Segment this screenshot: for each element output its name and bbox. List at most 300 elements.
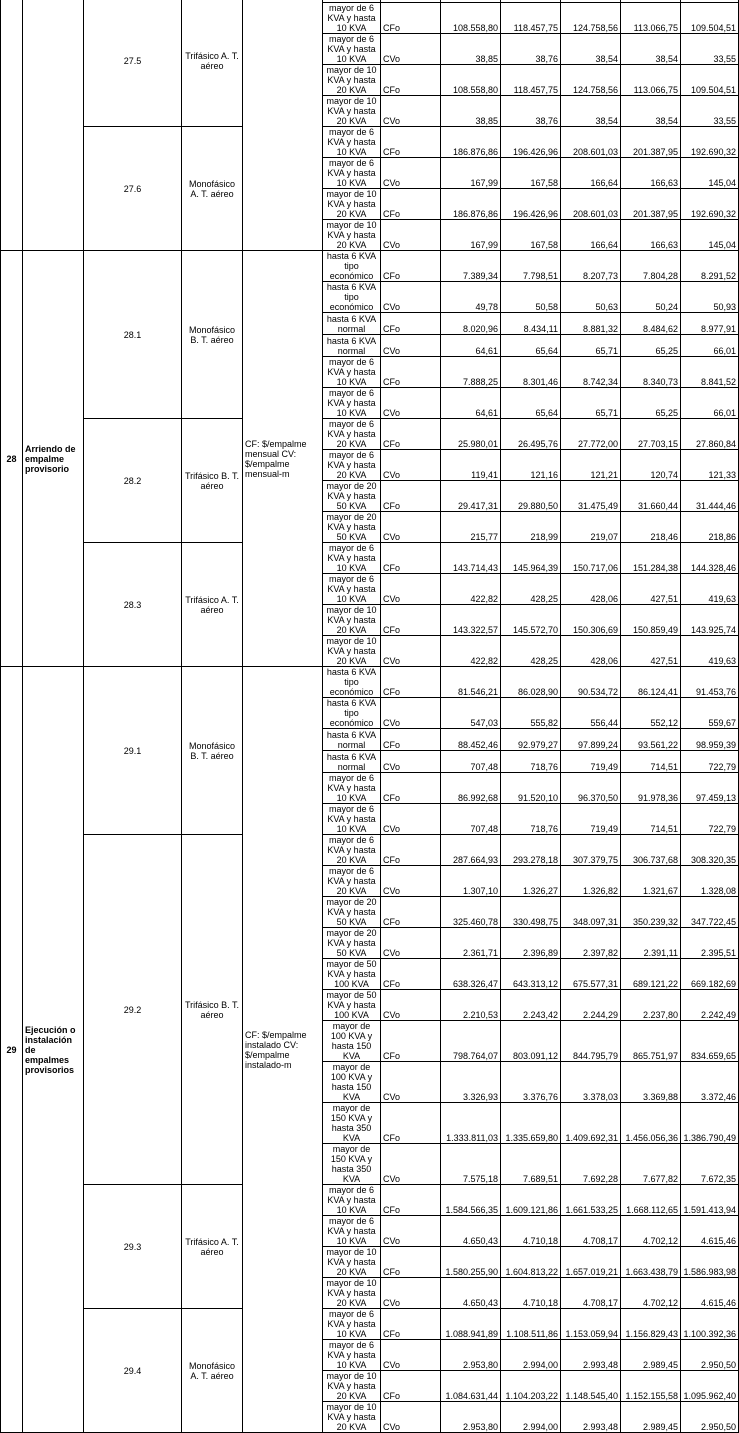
charge-type-cell: CVo xyxy=(381,34,441,65)
value-cell: 49,78 xyxy=(441,282,501,313)
range-cell: mayor de 10 KVA y hasta 20 KVA xyxy=(323,1402,381,1433)
value-cell: 722,79 xyxy=(681,751,739,773)
value-cell: 25.980,01 xyxy=(441,419,501,450)
charge-type-cell: CVo xyxy=(381,1278,441,1309)
value-cell: 8.484,62 xyxy=(621,313,681,335)
value-cell: 1.580.255,90 xyxy=(441,1247,501,1278)
value-cell: 1.386.790,49 xyxy=(681,1103,739,1144)
value-cell: 124.758,56 xyxy=(561,65,621,96)
range-cell: mayor de 20 KVA y hasta 50 KVA xyxy=(323,481,381,512)
value-cell: 2.950,50 xyxy=(681,1340,739,1371)
value-cell: 8.020,96 xyxy=(441,313,501,335)
value-cell: 844.795,79 xyxy=(561,1021,621,1062)
range-cell: mayor de 10 KVA y hasta 20 KVA xyxy=(323,1371,381,1402)
charge-type-cell: CVo xyxy=(381,158,441,189)
value-cell: 8.301,46 xyxy=(501,357,561,388)
value-cell: 8.340,73 xyxy=(621,357,681,388)
value-cell: 219,07 xyxy=(561,512,621,543)
value-cell: 1.321,67 xyxy=(621,866,681,897)
value-cell: 97.459,13 xyxy=(681,773,739,804)
range-cell: mayor de 10 KVA y hasta 20 KVA xyxy=(323,636,381,667)
charge-type-cell: CVo xyxy=(381,990,441,1021)
value-cell: 166,64 xyxy=(561,158,621,189)
value-cell: 707,48 xyxy=(441,804,501,835)
value-cell: 3.376,76 xyxy=(501,1062,561,1103)
value-cell: 143.322,57 xyxy=(441,605,501,636)
value-cell: 834.659,65 xyxy=(681,1021,739,1062)
range-cell: mayor de 10 KVA y hasta 20 KVA xyxy=(323,65,381,96)
value-cell: 2.993,48 xyxy=(561,1340,621,1371)
value-cell: 719,49 xyxy=(561,804,621,835)
value-cell: 50,93 xyxy=(681,282,739,313)
range-cell: hasta 6 KVA normal xyxy=(323,729,381,751)
value-cell: 196.426,96 xyxy=(501,127,561,158)
value-cell: 1.088.941,89 xyxy=(441,1309,501,1340)
range-cell: mayor de 6 KVA y hasta 10 KVA xyxy=(323,1185,381,1216)
value-cell: 8.841,52 xyxy=(681,357,739,388)
value-cell: 308.320,35 xyxy=(681,835,739,866)
group-unit xyxy=(243,0,323,251)
value-cell: 166,63 xyxy=(621,158,681,189)
value-cell: 33,55 xyxy=(681,96,739,127)
value-cell: 1.333.811,03 xyxy=(441,1103,501,1144)
value-cell: 689.121,22 xyxy=(621,959,681,990)
value-cell: 427,51 xyxy=(621,574,681,605)
value-cell: 215,77 xyxy=(441,512,501,543)
value-cell: 7.389,34 xyxy=(441,251,501,282)
range-cell: mayor de 10 KVA y hasta 20 KVA xyxy=(323,605,381,636)
value-cell: 1.148.545,40 xyxy=(561,1371,621,1402)
value-cell: 151.284,38 xyxy=(621,543,681,574)
charge-type-cell: CFo xyxy=(381,1371,441,1402)
value-cell: 81.546,21 xyxy=(441,667,501,698)
value-cell: 555,82 xyxy=(501,698,561,729)
value-cell: 419,63 xyxy=(681,574,739,605)
value-cell: 1.084.631,44 xyxy=(441,1371,501,1402)
value-cell: 64,61 xyxy=(441,335,501,357)
charge-type-cell: CFo xyxy=(381,835,441,866)
value-cell: 3.369,88 xyxy=(621,1062,681,1103)
value-cell: 1.326,27 xyxy=(501,866,561,897)
charge-type-cell: CFo xyxy=(381,1021,441,1062)
value-cell: 2.243,42 xyxy=(501,990,561,1021)
subgroup-name: Trifásico B. T. aéreo xyxy=(182,419,243,543)
group-code xyxy=(1,0,23,251)
value-cell: 166,64 xyxy=(561,220,621,251)
charge-type-cell: CFo xyxy=(381,605,441,636)
value-cell: 119,41 xyxy=(441,450,501,481)
value-cell: 330.498,75 xyxy=(501,897,561,928)
value-cell: 2.989,45 xyxy=(621,1402,681,1433)
value-cell: 1.095.962,40 xyxy=(681,1371,739,1402)
charge-type-cell: CVo xyxy=(381,220,441,251)
value-cell: 121,16 xyxy=(501,450,561,481)
value-cell: 1.152.155,58 xyxy=(621,1371,681,1402)
value-cell: 93.561,22 xyxy=(621,729,681,751)
value-cell: 3.372,46 xyxy=(681,1062,739,1103)
value-cell: 1.108.511,86 xyxy=(501,1309,561,1340)
range-cell: mayor de 20 KVA y hasta 50 KVA xyxy=(323,512,381,543)
value-cell: 8.434,11 xyxy=(501,313,561,335)
value-cell: 90.534,72 xyxy=(561,667,621,698)
value-cell: 88.452,46 xyxy=(441,729,501,751)
value-cell: 427,51 xyxy=(621,636,681,667)
value-cell: 145,04 xyxy=(681,220,739,251)
value-cell: 65,71 xyxy=(561,335,621,357)
value-cell: 7.692,28 xyxy=(561,1144,621,1185)
value-cell: 7.798,51 xyxy=(501,251,561,282)
value-cell: 218,99 xyxy=(501,512,561,543)
value-cell: 422,82 xyxy=(441,574,501,605)
value-cell: 120,74 xyxy=(621,450,681,481)
charge-type-cell: CVo xyxy=(381,335,441,357)
value-cell: 293.278,18 xyxy=(501,835,561,866)
group-description xyxy=(23,251,84,667)
value-cell: 1.156.829,43 xyxy=(621,1309,681,1340)
value-cell: 4.710,18 xyxy=(501,1278,561,1309)
value-cell: 38,76 xyxy=(501,96,561,127)
range-cell: mayor de 150 KVA y hasta 350 KVA xyxy=(323,1103,381,1144)
range-cell: hasta 6 KVA normal xyxy=(323,313,381,335)
value-cell: 8.977,91 xyxy=(681,313,739,335)
value-cell: 1.591.413,94 xyxy=(681,1185,739,1216)
subgroup-id: 29.2 xyxy=(84,835,182,1185)
value-cell: 27.772,00 xyxy=(561,419,621,450)
subgroup-name: Trifásico A. T. aéreo xyxy=(182,1185,243,1309)
range-cell: mayor de 20 KVA y hasta 50 KVA xyxy=(323,928,381,959)
range-cell: hasta 6 KVA tipo económico xyxy=(323,698,381,729)
value-cell: 143.714,43 xyxy=(441,543,501,574)
value-cell: 307.379,75 xyxy=(561,835,621,866)
value-cell: 1.604.813,22 xyxy=(501,1247,561,1278)
range-cell: mayor de 150 KVA y hasta 350 KVA xyxy=(323,1144,381,1185)
range-cell: mayor de 6 KVA y hasta 10 KVA xyxy=(323,388,381,419)
value-cell: 96.370,50 xyxy=(561,773,621,804)
range-cell: mayor de 6 KVA y hasta 10 KVA xyxy=(323,1216,381,1247)
subgroup-name: Trifásico A. T. aéreo xyxy=(182,0,243,127)
value-cell: 218,46 xyxy=(621,512,681,543)
charge-type-cell: CVo xyxy=(381,1062,441,1103)
subgroup-id: 27.5 xyxy=(84,0,182,127)
value-cell: 1.328,08 xyxy=(681,866,739,897)
value-cell: 1.307,10 xyxy=(441,866,501,897)
value-cell: 27.860,84 xyxy=(681,419,739,450)
value-cell: 2.994,00 xyxy=(501,1340,561,1371)
value-cell: 145,04 xyxy=(681,158,739,189)
value-cell: 192.690,32 xyxy=(681,127,739,158)
value-cell: 65,25 xyxy=(621,388,681,419)
group-code xyxy=(1,251,23,667)
value-cell: 8.207,73 xyxy=(561,251,621,282)
value-cell: 29.880,50 xyxy=(501,481,561,512)
value-cell: 38,54 xyxy=(621,96,681,127)
value-cell: 348.097,31 xyxy=(561,897,621,928)
value-cell: 4.702,12 xyxy=(621,1216,681,1247)
value-cell: 1.153.059,94 xyxy=(561,1309,621,1340)
value-cell: 50,63 xyxy=(561,282,621,313)
value-cell: 65,25 xyxy=(621,335,681,357)
value-cell: 4.702,12 xyxy=(621,1278,681,1309)
value-cell: 714,51 xyxy=(621,804,681,835)
value-cell: 167,58 xyxy=(501,220,561,251)
charge-type-cell: CFo xyxy=(381,127,441,158)
value-cell: 65,64 xyxy=(501,388,561,419)
subgroup-name: Monofásico A. T. aéreo xyxy=(182,127,243,251)
value-cell: 118.457,75 xyxy=(501,65,561,96)
range-cell: mayor de 6 KVA y hasta 10 KVA xyxy=(323,34,381,65)
value-cell: 2.361,71 xyxy=(441,928,501,959)
value-cell: 428,06 xyxy=(561,574,621,605)
value-cell: 638.326,47 xyxy=(441,959,501,990)
value-cell: 798.764,07 xyxy=(441,1021,501,1062)
value-cell: 192.690,32 xyxy=(681,189,739,220)
value-cell: 150.306,69 xyxy=(561,605,621,636)
value-cell: 113.066,75 xyxy=(621,3,681,34)
value-cell: 66,01 xyxy=(681,335,739,357)
value-cell: 38,85 xyxy=(441,96,501,127)
value-cell: 86.992,68 xyxy=(441,773,501,804)
value-cell: 109.504,51 xyxy=(681,65,739,96)
value-cell: 92.979,27 xyxy=(501,729,561,751)
value-cell: 166,63 xyxy=(621,220,681,251)
value-cell: 150.717,06 xyxy=(561,543,621,574)
range-cell: mayor de 10 KVA y hasta 20 KVA xyxy=(323,96,381,127)
subgroup-name: Trifásico A. T. aéreo xyxy=(182,543,243,667)
value-cell: 33,55 xyxy=(681,34,739,65)
value-cell: 91.520,10 xyxy=(501,773,561,804)
value-cell: 865.751,97 xyxy=(621,1021,681,1062)
value-cell: 109.504,51 xyxy=(681,3,739,34)
value-cell: 2.396,89 xyxy=(501,928,561,959)
range-cell: mayor de 10 KVA y hasta 20 KVA xyxy=(323,189,381,220)
value-cell: 643.313,12 xyxy=(501,959,561,990)
value-cell: 8.881,32 xyxy=(561,313,621,335)
value-cell: 1.584.566,35 xyxy=(441,1185,501,1216)
value-cell: 86.124,41 xyxy=(621,667,681,698)
value-cell: 2.953,80 xyxy=(441,1340,501,1371)
value-cell: 1.609.121,86 xyxy=(501,1185,561,1216)
value-cell: 547,03 xyxy=(441,698,501,729)
group-code-text: 29 xyxy=(6,1044,17,1055)
charge-type-cell: CFo xyxy=(381,897,441,928)
charge-type-cell: CVo xyxy=(381,282,441,313)
value-cell: 1.657.019,21 xyxy=(561,1247,621,1278)
charge-type-cell: CFo xyxy=(381,419,441,450)
range-cell: mayor de 6 KVA y hasta 10 KVA xyxy=(323,1340,381,1371)
group-unit: CF: $/empalme instalado CV: $/empalme instalado-m xyxy=(243,667,323,1433)
group-description-text: Ejecución o instalación de empalmes provisorios xyxy=(25,1024,76,1075)
value-cell: 143.925,74 xyxy=(681,605,739,636)
value-cell: 38,54 xyxy=(561,96,621,127)
value-cell: 428,25 xyxy=(501,636,561,667)
charge-type-cell: CFo xyxy=(381,543,441,574)
charge-type-cell: CVo xyxy=(381,574,441,605)
value-cell: 121,21 xyxy=(561,450,621,481)
value-cell: 3.378,03 xyxy=(561,1062,621,1103)
group-description xyxy=(23,0,84,251)
table-row xyxy=(1,1185,739,1216)
value-cell: 7.804,28 xyxy=(621,251,681,282)
value-cell: 718,76 xyxy=(501,751,561,773)
range-cell: hasta 6 KVA normal xyxy=(323,335,381,357)
value-cell: 4.710,18 xyxy=(501,1216,561,1247)
value-cell: 208.601,03 xyxy=(561,127,621,158)
value-cell: 718,76 xyxy=(501,804,561,835)
charge-type-cell: CFo xyxy=(381,773,441,804)
value-cell: 38,54 xyxy=(561,34,621,65)
value-cell: 38,85 xyxy=(441,34,501,65)
charge-type-cell: CVo xyxy=(381,804,441,835)
group-code xyxy=(1,667,23,1433)
table-row xyxy=(1,1309,739,1340)
charge-type-cell: CFo xyxy=(381,65,441,96)
subgroup-name: Monofásico A. T. aéreo xyxy=(182,1309,243,1433)
charge-type-cell: CVo xyxy=(381,751,441,773)
value-cell: 38,54 xyxy=(621,34,681,65)
value-cell: 722,79 xyxy=(681,804,739,835)
charge-type-cell: CVo xyxy=(381,450,441,481)
value-cell: 803.091,12 xyxy=(501,1021,561,1062)
charge-type-cell: CVo xyxy=(381,1402,441,1433)
value-cell: 167,99 xyxy=(441,220,501,251)
range-cell: hasta 6 KVA tipo económico xyxy=(323,282,381,313)
range-cell: mayor de 10 KVA y hasta 20 KVA xyxy=(323,1247,381,1278)
value-cell: 350.239,32 xyxy=(621,897,681,928)
value-cell: 1.668.112,65 xyxy=(621,1185,681,1216)
value-cell: 98.959,39 xyxy=(681,729,739,751)
value-cell: 38,76 xyxy=(501,34,561,65)
charge-type-cell: CFo xyxy=(381,1247,441,1278)
range-cell: hasta 6 KVA tipo económico xyxy=(323,667,381,698)
charge-type-cell: CFo xyxy=(381,481,441,512)
value-cell: 1.586.983,98 xyxy=(681,1247,739,1278)
value-cell: 422,82 xyxy=(441,636,501,667)
value-cell: 419,63 xyxy=(681,636,739,667)
range-cell: mayor de 6 KVA y hasta 10 KVA xyxy=(323,158,381,189)
value-cell: 208.601,03 xyxy=(561,189,621,220)
range-cell: mayor de 100 KVA y hasta 150 KVA xyxy=(323,1021,381,1062)
value-cell: 559,67 xyxy=(681,698,739,729)
value-cell: 145.964,39 xyxy=(501,543,561,574)
value-cell: 2.210,53 xyxy=(441,990,501,1021)
value-cell: 4.708,17 xyxy=(561,1278,621,1309)
value-cell: 7.888,25 xyxy=(441,357,501,388)
range-cell: mayor de 10 KVA y hasta 20 KVA xyxy=(323,1278,381,1309)
value-cell: 4.708,17 xyxy=(561,1216,621,1247)
charge-type-cell: CFo xyxy=(381,251,441,282)
tariff-table-body xyxy=(1,0,739,1433)
range-cell: hasta 6 KVA tipo económico xyxy=(323,251,381,282)
value-cell: 31.444,46 xyxy=(681,481,739,512)
value-cell: 1.663.438,79 xyxy=(621,1247,681,1278)
range-cell: mayor de 6 KVA y hasta 20 KVA xyxy=(323,866,381,897)
value-cell: 145.572,70 xyxy=(501,605,561,636)
value-cell: 2.391,11 xyxy=(621,928,681,959)
range-cell: mayor de 6 KVA y hasta 10 KVA xyxy=(323,804,381,835)
value-cell: 66,01 xyxy=(681,388,739,419)
charge-type-cell: CFo xyxy=(381,189,441,220)
subgroup-id: 28.2 xyxy=(84,419,182,543)
group-unit: CF: $/empalme mensual CV: $/empalme mensual-m xyxy=(243,251,323,667)
value-cell: 29.417,31 xyxy=(441,481,501,512)
range-cell: mayor de 50 KVA y hasta 100 KVA xyxy=(323,990,381,1021)
range-cell: mayor de 6 KVA y hasta 10 KVA xyxy=(323,574,381,605)
value-cell: 552,12 xyxy=(621,698,681,729)
value-cell: 91.978,36 xyxy=(621,773,681,804)
value-cell: 1.335.659,80 xyxy=(501,1103,561,1144)
value-cell: 4.615,46 xyxy=(681,1216,739,1247)
charge-type-cell: CVo xyxy=(381,928,441,959)
subgroup-name: Trifásico B. T. aéreo xyxy=(182,835,243,1185)
range-cell: mayor de 6 KVA y hasta 10 KVA xyxy=(323,773,381,804)
range-cell: hasta 6 KVA normal xyxy=(323,751,381,773)
subgroup-id: 28.3 xyxy=(84,543,182,667)
value-cell: 714,51 xyxy=(621,751,681,773)
value-cell: 1.100.392,36 xyxy=(681,1309,739,1340)
value-cell: 50,24 xyxy=(621,282,681,313)
charge-type-cell: CFo xyxy=(381,3,441,34)
value-cell: 2.237,80 xyxy=(621,990,681,1021)
charge-type-cell: CVo xyxy=(381,1216,441,1247)
value-cell: 167,58 xyxy=(501,158,561,189)
value-cell: 1.104.203,22 xyxy=(501,1371,561,1402)
charge-type-cell: CVo xyxy=(381,512,441,543)
charge-type-cell: CVo xyxy=(381,96,441,127)
charge-type-cell: CFo xyxy=(381,313,441,335)
subgroup-name: Monofásico B. T. aéreo xyxy=(182,251,243,419)
value-cell: 201.387,95 xyxy=(621,127,681,158)
value-cell: 31.475,49 xyxy=(561,481,621,512)
value-cell: 287.664,93 xyxy=(441,835,501,866)
value-cell: 1.661.533,25 xyxy=(561,1185,621,1216)
value-cell: 7.677,82 xyxy=(621,1144,681,1185)
range-cell: mayor de 100 KVA y hasta 150 KVA xyxy=(323,1062,381,1103)
value-cell: 428,06 xyxy=(561,636,621,667)
value-cell: 669.182,69 xyxy=(681,959,739,990)
value-cell: 91.453,76 xyxy=(681,667,739,698)
charge-type-cell: CFo xyxy=(381,667,441,698)
value-cell: 347.722,45 xyxy=(681,897,739,928)
value-cell: 64,61 xyxy=(441,388,501,419)
value-cell: 97.899,24 xyxy=(561,729,621,751)
charge-type-cell: CFo xyxy=(381,357,441,388)
charge-type-cell: CVo xyxy=(381,698,441,729)
table-row xyxy=(1,835,739,866)
table-row xyxy=(1,127,739,158)
value-cell: 65,64 xyxy=(501,335,561,357)
value-cell: 7.575,18 xyxy=(441,1144,501,1185)
range-cell: mayor de 6 KVA y hasta 20 KVA xyxy=(323,419,381,450)
value-cell: 2.953,80 xyxy=(441,1402,501,1433)
value-cell: 675.577,31 xyxy=(561,959,621,990)
value-cell: 8.291,52 xyxy=(681,251,739,282)
charge-type-cell: CVo xyxy=(381,1144,441,1185)
charge-type-cell: CFo xyxy=(381,1185,441,1216)
range-cell: mayor de 20 KVA y hasta 50 KVA xyxy=(323,897,381,928)
value-cell: 1.409.692,31 xyxy=(561,1103,621,1144)
subgroup-id: 28.1 xyxy=(84,251,182,419)
subgroup-name: Monofásico B. T. aéreo xyxy=(182,667,243,835)
range-cell: mayor de 50 KVA y hasta 100 KVA xyxy=(323,959,381,990)
value-cell: 719,49 xyxy=(561,751,621,773)
value-cell: 306.737,68 xyxy=(621,835,681,866)
value-cell: 2.993,48 xyxy=(561,1402,621,1433)
subgroup-id: 29.3 xyxy=(84,1185,182,1309)
value-cell: 556,44 xyxy=(561,698,621,729)
value-cell: 7.672,35 xyxy=(681,1144,739,1185)
value-cell: 27.703,15 xyxy=(621,419,681,450)
value-cell: 118.457,75 xyxy=(501,3,561,34)
